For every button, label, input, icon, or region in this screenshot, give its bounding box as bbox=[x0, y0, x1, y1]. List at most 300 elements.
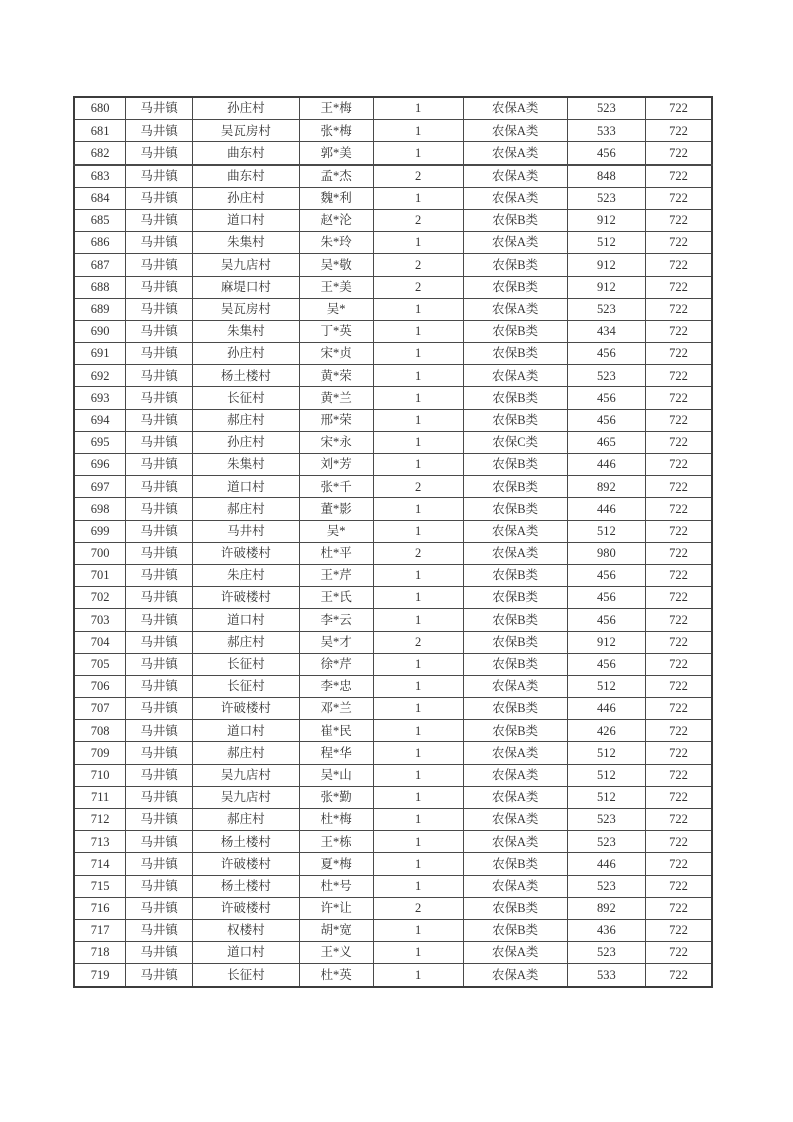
cell-category: 农保A类 bbox=[463, 742, 567, 764]
cell-count: 2 bbox=[373, 476, 463, 498]
cell-seq: 700 bbox=[74, 542, 126, 564]
cell-code: 722 bbox=[646, 365, 712, 387]
cell-code: 722 bbox=[646, 232, 712, 254]
cell-person: 杜*梅 bbox=[299, 809, 373, 831]
cell-village: 郝庄村 bbox=[193, 742, 300, 764]
cell-seq: 680 bbox=[74, 97, 126, 120]
cell-category: 农保A类 bbox=[463, 365, 567, 387]
cell-count: 1 bbox=[373, 809, 463, 831]
cell-code: 722 bbox=[646, 875, 712, 897]
table-row bbox=[74, 942, 712, 964]
table-row bbox=[74, 97, 712, 120]
cell-seq: 681 bbox=[74, 120, 126, 142]
cell-seq: 701 bbox=[74, 564, 126, 586]
cell-village: 马井村 bbox=[193, 520, 300, 542]
cell-town: 马井镇 bbox=[126, 209, 193, 231]
cell-amount: 912 bbox=[567, 209, 645, 231]
table-row bbox=[74, 675, 712, 697]
cell-village: 道口村 bbox=[193, 720, 300, 742]
cell-code: 722 bbox=[646, 454, 712, 476]
cell-town: 马井镇 bbox=[126, 631, 193, 653]
cell-category: 农保B类 bbox=[463, 387, 567, 409]
cell-person: 王*义 bbox=[299, 942, 373, 964]
cell-village: 吴瓦房村 bbox=[193, 298, 300, 320]
table-row bbox=[74, 120, 712, 142]
table-row bbox=[74, 609, 712, 631]
cell-town: 马井镇 bbox=[126, 675, 193, 697]
cell-town: 马井镇 bbox=[126, 165, 193, 188]
table-row bbox=[74, 454, 712, 476]
cell-town: 马井镇 bbox=[126, 298, 193, 320]
table-row bbox=[74, 298, 712, 320]
cell-seq: 702 bbox=[74, 587, 126, 609]
cell-town: 马井镇 bbox=[126, 897, 193, 919]
cell-person: 徐*芹 bbox=[299, 653, 373, 675]
cell-town: 马井镇 bbox=[126, 97, 193, 120]
cell-seq: 718 bbox=[74, 942, 126, 964]
cell-code: 722 bbox=[646, 720, 712, 742]
cell-person: 王*栋 bbox=[299, 831, 373, 853]
cell-code: 722 bbox=[646, 742, 712, 764]
cell-seq: 712 bbox=[74, 809, 126, 831]
cell-person: 杜*平 bbox=[299, 542, 373, 564]
cell-person: 吴*山 bbox=[299, 764, 373, 786]
cell-person: 李*云 bbox=[299, 609, 373, 631]
cell-count: 1 bbox=[373, 853, 463, 875]
cell-village: 长征村 bbox=[193, 387, 300, 409]
cell-seq: 695 bbox=[74, 431, 126, 453]
cell-village: 许破楼村 bbox=[193, 698, 300, 720]
table-row bbox=[74, 409, 712, 431]
cell-amount: 512 bbox=[567, 742, 645, 764]
table-row bbox=[74, 320, 712, 342]
cell-village: 吴九店村 bbox=[193, 254, 300, 276]
cell-category: 农保A类 bbox=[463, 232, 567, 254]
cell-person: 王*梅 bbox=[299, 97, 373, 120]
data-table bbox=[73, 96, 713, 988]
cell-village: 麻堤口村 bbox=[193, 276, 300, 298]
cell-seq: 703 bbox=[74, 609, 126, 631]
cell-category: 农保B类 bbox=[463, 631, 567, 653]
cell-town: 马井镇 bbox=[126, 942, 193, 964]
cell-person: 胡*宽 bbox=[299, 919, 373, 941]
cell-count: 1 bbox=[373, 698, 463, 720]
cell-category: 农保C类 bbox=[463, 431, 567, 453]
cell-code: 722 bbox=[646, 698, 712, 720]
cell-count: 1 bbox=[373, 409, 463, 431]
cell-town: 马井镇 bbox=[126, 232, 193, 254]
cell-count: 1 bbox=[373, 232, 463, 254]
cell-amount: 456 bbox=[567, 409, 645, 431]
cell-category: 农保B类 bbox=[463, 919, 567, 941]
cell-amount: 912 bbox=[567, 276, 645, 298]
cell-village: 吴九店村 bbox=[193, 764, 300, 786]
cell-person: 杜*英 bbox=[299, 964, 373, 987]
cell-count: 2 bbox=[373, 165, 463, 188]
cell-count: 1 bbox=[373, 97, 463, 120]
cell-count: 1 bbox=[373, 919, 463, 941]
cell-village: 吴九店村 bbox=[193, 786, 300, 808]
table-row bbox=[74, 831, 712, 853]
table-row bbox=[74, 853, 712, 875]
cell-village: 曲东村 bbox=[193, 165, 300, 188]
cell-village: 朱集村 bbox=[193, 454, 300, 476]
cell-count: 1 bbox=[373, 387, 463, 409]
cell-code: 722 bbox=[646, 653, 712, 675]
cell-count: 1 bbox=[373, 786, 463, 808]
cell-count: 1 bbox=[373, 964, 463, 987]
cell-seq: 697 bbox=[74, 476, 126, 498]
cell-code: 722 bbox=[646, 276, 712, 298]
cell-code: 722 bbox=[646, 498, 712, 520]
cell-seq: 687 bbox=[74, 254, 126, 276]
cell-amount: 426 bbox=[567, 720, 645, 742]
cell-town: 马井镇 bbox=[126, 742, 193, 764]
cell-person: 宋*贞 bbox=[299, 343, 373, 365]
table-row bbox=[74, 786, 712, 808]
cell-village: 许破楼村 bbox=[193, 587, 300, 609]
cell-amount: 523 bbox=[567, 942, 645, 964]
table-body bbox=[74, 97, 712, 987]
cell-town: 马井镇 bbox=[126, 609, 193, 631]
cell-amount: 523 bbox=[567, 97, 645, 120]
cell-village: 孙庄村 bbox=[193, 97, 300, 120]
cell-amount: 456 bbox=[567, 653, 645, 675]
table-row bbox=[74, 476, 712, 498]
cell-code: 722 bbox=[646, 919, 712, 941]
cell-code: 722 bbox=[646, 564, 712, 586]
cell-village: 吴瓦房村 bbox=[193, 120, 300, 142]
cell-person: 宋*永 bbox=[299, 431, 373, 453]
cell-town: 马井镇 bbox=[126, 142, 193, 165]
cell-category: 农保A类 bbox=[463, 165, 567, 188]
cell-amount: 512 bbox=[567, 764, 645, 786]
table-row bbox=[74, 365, 712, 387]
cell-amount: 446 bbox=[567, 498, 645, 520]
table-row bbox=[74, 276, 712, 298]
cell-count: 1 bbox=[373, 942, 463, 964]
cell-category: 农保B类 bbox=[463, 476, 567, 498]
cell-village: 朱集村 bbox=[193, 320, 300, 342]
cell-village: 杨土楼村 bbox=[193, 365, 300, 387]
cell-category: 农保B类 bbox=[463, 564, 567, 586]
cell-town: 马井镇 bbox=[126, 276, 193, 298]
cell-category: 农保A类 bbox=[463, 675, 567, 697]
cell-count: 1 bbox=[373, 187, 463, 209]
table-row bbox=[74, 165, 712, 188]
cell-town: 马井镇 bbox=[126, 853, 193, 875]
cell-category: 农保B类 bbox=[463, 454, 567, 476]
table-row bbox=[74, 520, 712, 542]
table-row bbox=[74, 742, 712, 764]
cell-category: 农保B类 bbox=[463, 897, 567, 919]
cell-person: 邢*荣 bbox=[299, 409, 373, 431]
cell-village: 孙庄村 bbox=[193, 431, 300, 453]
cell-person: 许*让 bbox=[299, 897, 373, 919]
cell-category: 农保B类 bbox=[463, 720, 567, 742]
cell-village: 许破楼村 bbox=[193, 853, 300, 875]
cell-category: 农保B类 bbox=[463, 254, 567, 276]
cell-amount: 912 bbox=[567, 631, 645, 653]
cell-category: 农保A类 bbox=[463, 831, 567, 853]
table-row bbox=[74, 653, 712, 675]
cell-amount: 456 bbox=[567, 142, 645, 165]
table-row bbox=[74, 587, 712, 609]
table-row bbox=[74, 919, 712, 941]
cell-seq: 709 bbox=[74, 742, 126, 764]
cell-village: 孙庄村 bbox=[193, 343, 300, 365]
cell-town: 马井镇 bbox=[126, 343, 193, 365]
cell-amount: 446 bbox=[567, 698, 645, 720]
table-row bbox=[74, 387, 712, 409]
cell-code: 722 bbox=[646, 764, 712, 786]
cell-village: 郝庄村 bbox=[193, 631, 300, 653]
cell-seq: 684 bbox=[74, 187, 126, 209]
cell-amount: 512 bbox=[567, 786, 645, 808]
cell-seq: 715 bbox=[74, 875, 126, 897]
cell-person: 杜*号 bbox=[299, 875, 373, 897]
cell-code: 722 bbox=[646, 209, 712, 231]
cell-village: 长征村 bbox=[193, 653, 300, 675]
cell-count: 1 bbox=[373, 720, 463, 742]
cell-town: 马井镇 bbox=[126, 320, 193, 342]
cell-category: 农保B类 bbox=[463, 698, 567, 720]
cell-seq: 711 bbox=[74, 786, 126, 808]
cell-person: 黄*兰 bbox=[299, 387, 373, 409]
cell-category: 农保A类 bbox=[463, 786, 567, 808]
table-row bbox=[74, 254, 712, 276]
cell-count: 2 bbox=[373, 542, 463, 564]
cell-person: 张*千 bbox=[299, 476, 373, 498]
cell-code: 722 bbox=[646, 320, 712, 342]
cell-town: 马井镇 bbox=[126, 409, 193, 431]
cell-code: 722 bbox=[646, 298, 712, 320]
cell-category: 农保B类 bbox=[463, 409, 567, 431]
cell-town: 马井镇 bbox=[126, 809, 193, 831]
table-row bbox=[74, 498, 712, 520]
cell-amount: 512 bbox=[567, 232, 645, 254]
cell-amount: 436 bbox=[567, 919, 645, 941]
cell-town: 马井镇 bbox=[126, 720, 193, 742]
cell-town: 马井镇 bbox=[126, 831, 193, 853]
cell-count: 1 bbox=[373, 365, 463, 387]
cell-code: 722 bbox=[646, 897, 712, 919]
cell-village: 道口村 bbox=[193, 476, 300, 498]
cell-count: 1 bbox=[373, 564, 463, 586]
cell-code: 722 bbox=[646, 142, 712, 165]
cell-category: 农保B类 bbox=[463, 276, 567, 298]
cell-code: 722 bbox=[646, 964, 712, 987]
cell-amount: 523 bbox=[567, 875, 645, 897]
cell-code: 722 bbox=[646, 343, 712, 365]
cell-seq: 689 bbox=[74, 298, 126, 320]
cell-code: 722 bbox=[646, 631, 712, 653]
cell-count: 1 bbox=[373, 431, 463, 453]
table-row bbox=[74, 431, 712, 453]
cell-town: 马井镇 bbox=[126, 254, 193, 276]
cell-town: 马井镇 bbox=[126, 498, 193, 520]
cell-code: 722 bbox=[646, 120, 712, 142]
cell-amount: 533 bbox=[567, 964, 645, 987]
cell-town: 马井镇 bbox=[126, 653, 193, 675]
cell-amount: 523 bbox=[567, 187, 645, 209]
cell-village: 道口村 bbox=[193, 209, 300, 231]
cell-category: 农保B类 bbox=[463, 209, 567, 231]
cell-town: 马井镇 bbox=[126, 919, 193, 941]
cell-amount: 892 bbox=[567, 476, 645, 498]
cell-seq: 714 bbox=[74, 853, 126, 875]
cell-town: 马井镇 bbox=[126, 875, 193, 897]
table-row bbox=[74, 875, 712, 897]
cell-amount: 533 bbox=[567, 120, 645, 142]
cell-amount: 523 bbox=[567, 365, 645, 387]
cell-town: 马井镇 bbox=[126, 365, 193, 387]
cell-person: 吴*敬 bbox=[299, 254, 373, 276]
table-row bbox=[74, 187, 712, 209]
cell-count: 1 bbox=[373, 454, 463, 476]
cell-village: 许破楼村 bbox=[193, 897, 300, 919]
cell-amount: 980 bbox=[567, 542, 645, 564]
table-row bbox=[74, 809, 712, 831]
cell-person: 王*芹 bbox=[299, 564, 373, 586]
cell-village: 曲东村 bbox=[193, 142, 300, 165]
cell-category: 农保B类 bbox=[463, 853, 567, 875]
cell-category: 农保B类 bbox=[463, 609, 567, 631]
cell-seq: 691 bbox=[74, 343, 126, 365]
cell-seq: 693 bbox=[74, 387, 126, 409]
cell-seq: 705 bbox=[74, 653, 126, 675]
cell-code: 722 bbox=[646, 187, 712, 209]
cell-code: 722 bbox=[646, 254, 712, 276]
cell-town: 马井镇 bbox=[126, 786, 193, 808]
cell-person: 张*梅 bbox=[299, 120, 373, 142]
cell-person: 刘*芳 bbox=[299, 454, 373, 476]
cell-count: 2 bbox=[373, 897, 463, 919]
cell-village: 长征村 bbox=[193, 964, 300, 987]
cell-amount: 456 bbox=[567, 564, 645, 586]
table-row bbox=[74, 964, 712, 987]
cell-amount: 434 bbox=[567, 320, 645, 342]
cell-town: 马井镇 bbox=[126, 454, 193, 476]
cell-category: 农保B类 bbox=[463, 587, 567, 609]
cell-count: 2 bbox=[373, 631, 463, 653]
cell-person: 张*勤 bbox=[299, 786, 373, 808]
cell-town: 马井镇 bbox=[126, 387, 193, 409]
table-row bbox=[74, 764, 712, 786]
cell-amount: 848 bbox=[567, 165, 645, 188]
cell-amount: 523 bbox=[567, 809, 645, 831]
cell-village: 郝庄村 bbox=[193, 809, 300, 831]
cell-count: 1 bbox=[373, 587, 463, 609]
cell-count: 1 bbox=[373, 343, 463, 365]
table-row bbox=[74, 343, 712, 365]
table-row bbox=[74, 698, 712, 720]
cell-code: 722 bbox=[646, 409, 712, 431]
cell-count: 1 bbox=[373, 609, 463, 631]
cell-code: 722 bbox=[646, 831, 712, 853]
cell-person: 董*影 bbox=[299, 498, 373, 520]
cell-village: 许破楼村 bbox=[193, 542, 300, 564]
cell-seq: 685 bbox=[74, 209, 126, 231]
cell-village: 道口村 bbox=[193, 942, 300, 964]
cell-code: 722 bbox=[646, 165, 712, 188]
cell-village: 朱集村 bbox=[193, 232, 300, 254]
cell-village: 郝庄村 bbox=[193, 409, 300, 431]
cell-count: 1 bbox=[373, 831, 463, 853]
table-row bbox=[74, 209, 712, 231]
cell-code: 722 bbox=[646, 853, 712, 875]
cell-town: 马井镇 bbox=[126, 964, 193, 987]
cell-category: 农保A类 bbox=[463, 809, 567, 831]
cell-person: 赵*沦 bbox=[299, 209, 373, 231]
cell-code: 722 bbox=[646, 97, 712, 120]
cell-amount: 456 bbox=[567, 343, 645, 365]
cell-amount: 512 bbox=[567, 520, 645, 542]
cell-seq: 707 bbox=[74, 698, 126, 720]
cell-person: 黄*荣 bbox=[299, 365, 373, 387]
cell-person: 夏*梅 bbox=[299, 853, 373, 875]
table-row bbox=[74, 631, 712, 653]
table-row bbox=[74, 142, 712, 165]
cell-seq: 682 bbox=[74, 142, 126, 165]
cell-count: 1 bbox=[373, 320, 463, 342]
cell-person: 丁*英 bbox=[299, 320, 373, 342]
cell-code: 722 bbox=[646, 786, 712, 808]
cell-person: 吴* bbox=[299, 520, 373, 542]
cell-count: 2 bbox=[373, 276, 463, 298]
cell-town: 马井镇 bbox=[126, 120, 193, 142]
table-row bbox=[74, 232, 712, 254]
cell-category: 农保A类 bbox=[463, 120, 567, 142]
cell-amount: 523 bbox=[567, 298, 645, 320]
cell-seq: 694 bbox=[74, 409, 126, 431]
cell-amount: 892 bbox=[567, 897, 645, 919]
cell-person: 邓*兰 bbox=[299, 698, 373, 720]
cell-seq: 683 bbox=[74, 165, 126, 188]
cell-village: 杨土楼村 bbox=[193, 831, 300, 853]
cell-code: 722 bbox=[646, 542, 712, 564]
cell-town: 马井镇 bbox=[126, 542, 193, 564]
cell-amount: 912 bbox=[567, 254, 645, 276]
table-row bbox=[74, 897, 712, 919]
cell-town: 马井镇 bbox=[126, 520, 193, 542]
cell-village: 道口村 bbox=[193, 609, 300, 631]
cell-person: 朱*玲 bbox=[299, 232, 373, 254]
cell-category: 农保A类 bbox=[463, 964, 567, 987]
cell-category: 农保B类 bbox=[463, 498, 567, 520]
cell-amount: 512 bbox=[567, 675, 645, 697]
table-row bbox=[74, 542, 712, 564]
cell-code: 722 bbox=[646, 609, 712, 631]
cell-code: 722 bbox=[646, 476, 712, 498]
cell-count: 1 bbox=[373, 120, 463, 142]
cell-category: 农保B类 bbox=[463, 653, 567, 675]
cell-village: 杨土楼村 bbox=[193, 875, 300, 897]
cell-person: 吴* bbox=[299, 298, 373, 320]
cell-category: 农保A类 bbox=[463, 875, 567, 897]
cell-village: 郝庄村 bbox=[193, 498, 300, 520]
cell-count: 1 bbox=[373, 298, 463, 320]
cell-code: 722 bbox=[646, 387, 712, 409]
cell-seq: 698 bbox=[74, 498, 126, 520]
cell-seq: 716 bbox=[74, 897, 126, 919]
cell-town: 马井镇 bbox=[126, 564, 193, 586]
cell-category: 农保A类 bbox=[463, 142, 567, 165]
cell-category: 农保A类 bbox=[463, 942, 567, 964]
cell-amount: 446 bbox=[567, 853, 645, 875]
cell-seq: 713 bbox=[74, 831, 126, 853]
cell-category: 农保A类 bbox=[463, 298, 567, 320]
